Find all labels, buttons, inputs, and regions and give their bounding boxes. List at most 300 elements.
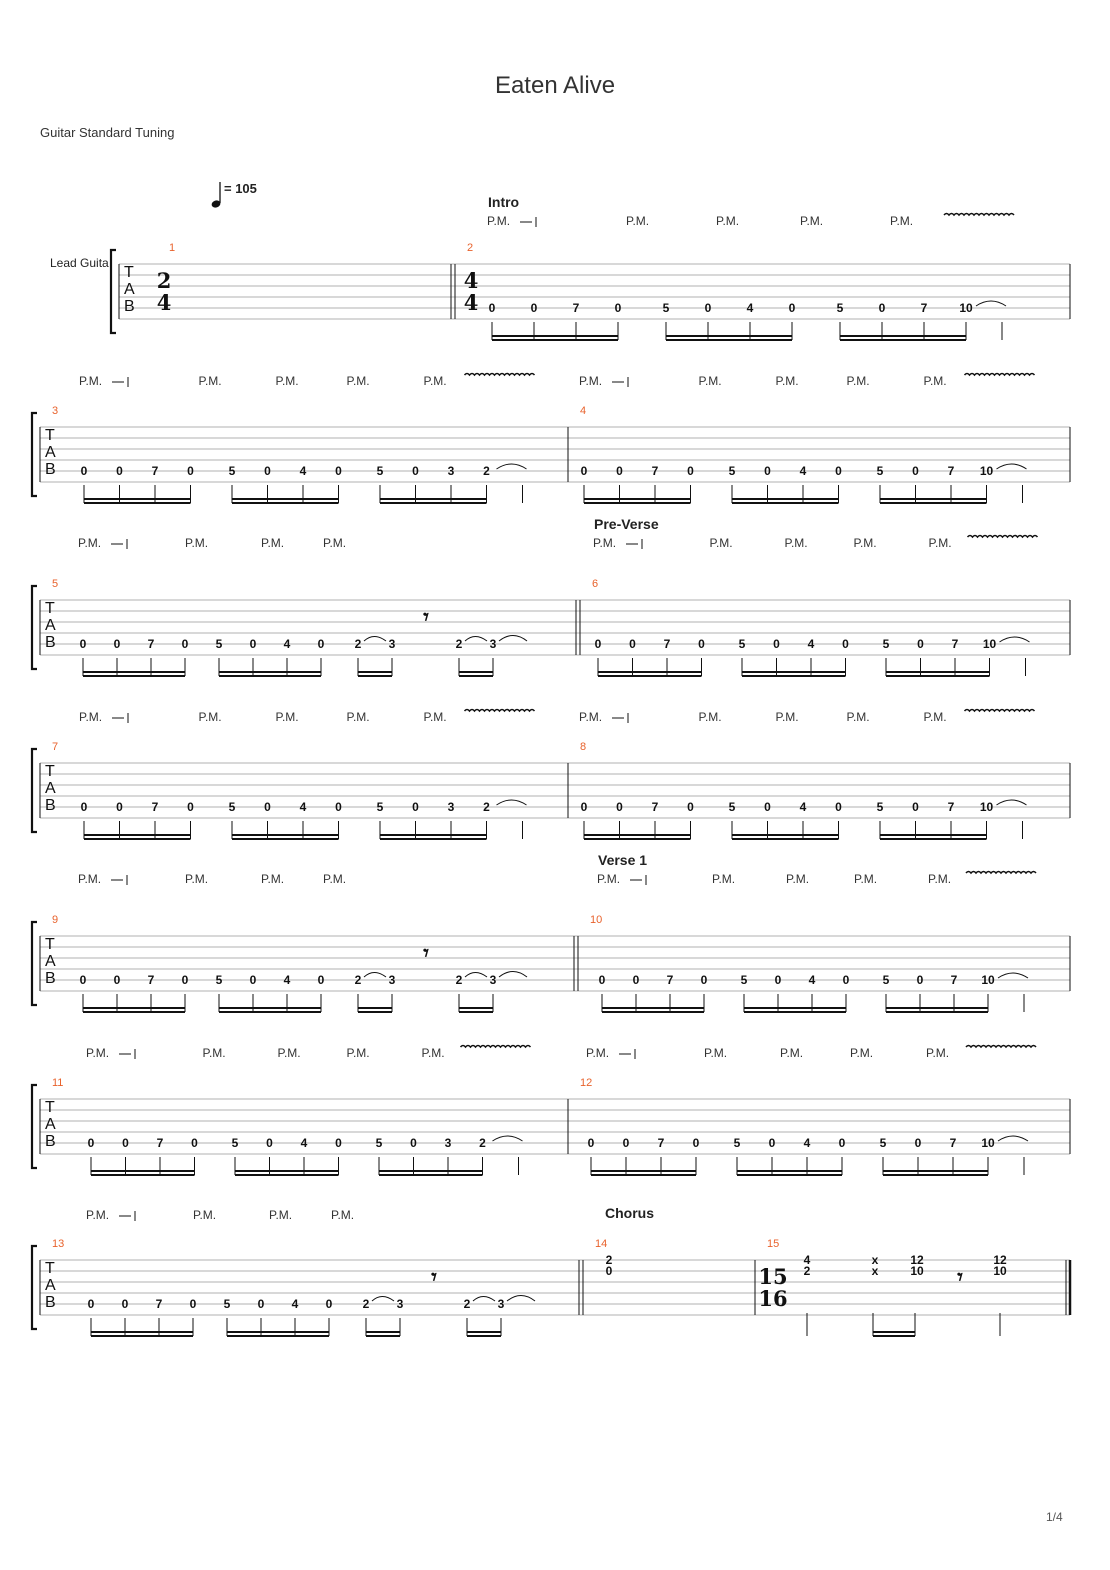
fret-number: 5 bbox=[662, 301, 670, 315]
fret-number: 0 bbox=[764, 464, 771, 478]
fret-number: 3 bbox=[489, 637, 497, 651]
palm-mute-marking: P.M. bbox=[850, 1046, 874, 1060]
fret-number: 7 bbox=[951, 637, 959, 651]
fret-number: 4 bbox=[283, 973, 291, 987]
fret-number: 4 bbox=[283, 637, 291, 651]
fret-number: 12 bbox=[910, 1253, 924, 1267]
palm-mute-marking: P.M. bbox=[79, 710, 103, 724]
palm-mute-marking: P.M. bbox=[890, 214, 914, 228]
palm-mute-marking: P.M. bbox=[261, 872, 285, 886]
measure-number: 14 bbox=[595, 1238, 608, 1250]
fret-number: 10 bbox=[979, 800, 994, 814]
fret-number: 2 bbox=[803, 1264, 811, 1278]
fret-number: 2 bbox=[455, 637, 463, 651]
fret-number: 2 bbox=[354, 973, 362, 987]
section-label: Chorus bbox=[605, 1205, 654, 1221]
tie-arc bbox=[497, 800, 527, 805]
fret-number: 5 bbox=[223, 1297, 231, 1311]
fret-number: 0 bbox=[116, 464, 123, 478]
eighth-rest: 𝄾 bbox=[423, 604, 429, 629]
measure-number: 8 bbox=[580, 741, 587, 753]
measure-number: 10 bbox=[590, 914, 603, 926]
fret-number: 2 bbox=[483, 800, 490, 814]
fret-number: 0 bbox=[917, 637, 924, 651]
tab-clef-t: T bbox=[45, 763, 55, 780]
section-label: Pre-Verse bbox=[594, 516, 659, 532]
tie-arc bbox=[507, 1296, 535, 1302]
fret-number: 0 bbox=[605, 1264, 613, 1278]
fret-number: 4 bbox=[803, 1136, 811, 1150]
tab-clef-a: A bbox=[45, 1116, 56, 1133]
fret-number: 5 bbox=[738, 637, 746, 651]
vibrato-marking bbox=[966, 1046, 1036, 1048]
palm-mute-marking: P.M. bbox=[586, 1046, 610, 1060]
fret-number: 5 bbox=[376, 464, 384, 478]
fret-number: 4 bbox=[803, 1253, 811, 1267]
measure-number: 7 bbox=[52, 741, 59, 753]
fret-number: 3 bbox=[489, 973, 497, 987]
palm-mute-marking: P.M. bbox=[193, 1208, 217, 1222]
fret-number: 5 bbox=[728, 464, 736, 478]
tab-clef-b: B bbox=[45, 797, 56, 814]
tab-clef-b: B bbox=[45, 970, 56, 987]
fret-number: 0 bbox=[614, 301, 622, 315]
palm-mute-marking: P.M. bbox=[716, 214, 740, 228]
fret-number: 0 bbox=[79, 637, 87, 651]
fret-number: 0 bbox=[768, 1136, 776, 1150]
track-name: Lead Guita bbox=[50, 256, 109, 270]
palm-mute-marking: P.M. bbox=[923, 374, 947, 388]
tie-arc bbox=[473, 1297, 495, 1302]
palm-mute-marking: P.M. bbox=[928, 872, 952, 886]
palm-mute-marking: P.M. bbox=[346, 1046, 370, 1060]
fret-number: 0 bbox=[580, 800, 588, 814]
fret-number: 7 bbox=[947, 800, 955, 814]
palm-mute-marking: P.M. bbox=[323, 536, 347, 550]
tie-arc bbox=[465, 973, 487, 978]
fret-number: 0 bbox=[598, 973, 606, 987]
fret-number: 5 bbox=[728, 800, 736, 814]
fret-number: 4 bbox=[807, 637, 815, 651]
tie-arc bbox=[998, 1136, 1028, 1141]
tie-arc bbox=[998, 973, 1028, 978]
tab-clef-a: A bbox=[45, 617, 56, 634]
tie-arc bbox=[372, 1297, 394, 1302]
page-title: Eaten Alive bbox=[494, 72, 616, 99]
tie-arc bbox=[997, 800, 1027, 805]
fret-number: 0 bbox=[87, 1136, 95, 1150]
dead-note: x bbox=[871, 1253, 879, 1267]
sixteenth-rest: 𝄾 bbox=[957, 1264, 963, 1289]
fret-number: 0 bbox=[838, 1136, 846, 1150]
palm-mute-marking: P.M. bbox=[487, 214, 511, 228]
palm-mute-marking: P.M. bbox=[846, 710, 870, 724]
palm-mute-marking: P.M. bbox=[346, 710, 370, 724]
fret-number: 0 bbox=[698, 637, 705, 651]
fret-number: 0 bbox=[264, 800, 271, 814]
fret-number: 0 bbox=[914, 1136, 922, 1150]
fret-number: 5 bbox=[215, 973, 223, 987]
tempo-marking: = 105 bbox=[224, 181, 257, 196]
fret-number: 5 bbox=[882, 973, 890, 987]
palm-mute-marking: P.M. bbox=[800, 214, 824, 228]
fret-number: 0 bbox=[264, 464, 271, 478]
fret-number: 5 bbox=[879, 1136, 887, 1150]
fret-number: 0 bbox=[764, 800, 771, 814]
palm-mute-marking: P.M. bbox=[269, 1208, 293, 1222]
palm-mute-marking: P.M. bbox=[277, 1046, 301, 1060]
palm-mute-marking: P.M. bbox=[709, 536, 733, 550]
system-bracket bbox=[32, 1085, 37, 1168]
time-signature-numerator: 2 bbox=[156, 268, 172, 293]
vibrato-marking bbox=[968, 536, 1038, 538]
fret-number: 3 bbox=[447, 800, 455, 814]
fret-number: 0 bbox=[842, 637, 849, 651]
fret-number: 0 bbox=[412, 800, 419, 814]
fret-number: 0 bbox=[700, 973, 708, 987]
palm-mute-marking: P.M. bbox=[579, 374, 603, 388]
fret-number: 4 bbox=[299, 800, 307, 814]
fret-number: 7 bbox=[651, 800, 659, 814]
fret-number: 0 bbox=[121, 1297, 129, 1311]
fret-number: 4 bbox=[300, 1136, 308, 1150]
fret-number: 0 bbox=[113, 973, 121, 987]
fret-number: 2 bbox=[605, 1253, 613, 1267]
fret-number: 5 bbox=[836, 301, 844, 315]
dead-note: x bbox=[871, 1264, 879, 1278]
tab-clef-t: T bbox=[45, 427, 55, 444]
tab-clef-t: T bbox=[45, 936, 55, 953]
palm-mute-marking: P.M. bbox=[626, 214, 650, 228]
fret-number: 0 bbox=[788, 301, 796, 315]
palm-mute-marking: P.M. bbox=[346, 374, 370, 388]
fret-number: 0 bbox=[622, 1136, 630, 1150]
vibrato-marking bbox=[465, 374, 535, 376]
palm-mute-marking: P.M. bbox=[423, 374, 447, 388]
fret-number: 0 bbox=[317, 973, 325, 987]
measure-number: 13 bbox=[52, 1238, 65, 1250]
fret-number: 0 bbox=[687, 464, 694, 478]
fret-number: 4 bbox=[799, 800, 807, 814]
fret-number: 3 bbox=[388, 973, 396, 987]
palm-mute-marking: P.M. bbox=[780, 1046, 804, 1060]
time-signature-denominator: 16 bbox=[758, 1286, 788, 1311]
fret-number: 0 bbox=[835, 800, 842, 814]
fret-number: 0 bbox=[773, 637, 780, 651]
fret-number: 3 bbox=[388, 637, 396, 651]
fret-number: 2 bbox=[483, 464, 490, 478]
fret-number: 3 bbox=[497, 1297, 505, 1311]
fret-number: 0 bbox=[410, 1136, 417, 1150]
fret-number: 5 bbox=[876, 800, 884, 814]
time-signature-numerator: 4 bbox=[463, 268, 479, 293]
fret-number: 7 bbox=[663, 637, 671, 651]
fret-number: 5 bbox=[228, 800, 236, 814]
palm-mute-marking: P.M. bbox=[593, 536, 617, 550]
measure-number: 12 bbox=[580, 1077, 593, 1089]
vibrato-marking bbox=[944, 214, 1014, 216]
tab-clef-b: B bbox=[124, 298, 135, 315]
tie-arc bbox=[364, 973, 386, 978]
system-bracket bbox=[32, 749, 37, 832]
fret-number: 0 bbox=[687, 800, 694, 814]
tab-clef-t: T bbox=[124, 264, 134, 281]
fret-number: 5 bbox=[876, 464, 884, 478]
fret-number: 7 bbox=[151, 464, 159, 478]
fret-number: 0 bbox=[912, 800, 919, 814]
fret-number: 0 bbox=[79, 973, 87, 987]
fret-number: 0 bbox=[181, 637, 189, 651]
palm-mute-marking: P.M. bbox=[854, 872, 878, 886]
fret-number: 10 bbox=[993, 1264, 1007, 1278]
fret-number: 5 bbox=[376, 800, 384, 814]
fret-number: 7 bbox=[949, 1136, 957, 1150]
tab-clef-t: T bbox=[45, 1260, 55, 1277]
palm-mute-marking: P.M. bbox=[423, 710, 447, 724]
measure-number: 2 bbox=[467, 242, 474, 254]
page-number: 1/4 bbox=[1046, 1510, 1063, 1524]
system-bracket bbox=[32, 1246, 37, 1329]
tab-clef-b: B bbox=[45, 461, 56, 478]
time-signature-numerator: 15 bbox=[758, 1264, 788, 1289]
fret-number: 0 bbox=[80, 464, 88, 478]
fret-number: 3 bbox=[447, 464, 455, 478]
fret-number: 0 bbox=[187, 464, 194, 478]
fret-number: 7 bbox=[147, 973, 155, 987]
fret-number: 0 bbox=[80, 800, 88, 814]
fret-number: 4 bbox=[291, 1297, 299, 1311]
fret-number: 0 bbox=[87, 1297, 95, 1311]
fret-number: 4 bbox=[808, 973, 816, 987]
tab-clef-a: A bbox=[45, 780, 56, 797]
palm-mute-marking: P.M. bbox=[784, 536, 808, 550]
fret-number: 0 bbox=[266, 1136, 273, 1150]
tie-arc bbox=[499, 972, 527, 978]
tab-clef-a: A bbox=[45, 1277, 56, 1294]
tie-arc bbox=[497, 464, 527, 469]
tab-clef-a: A bbox=[45, 444, 56, 461]
palm-mute-marking: P.M. bbox=[79, 374, 103, 388]
system-bracket bbox=[32, 922, 37, 1005]
fret-number: 0 bbox=[580, 464, 588, 478]
fret-number: 0 bbox=[916, 973, 924, 987]
vibrato-marking bbox=[965, 374, 1035, 376]
measure-number: 1 bbox=[169, 242, 176, 254]
fret-number: 5 bbox=[733, 1136, 741, 1150]
fret-number: 0 bbox=[912, 464, 919, 478]
fret-number: 0 bbox=[257, 1297, 265, 1311]
palm-mute-marking: P.M. bbox=[421, 1046, 445, 1060]
fret-number: 0 bbox=[249, 637, 257, 651]
palm-mute-marking: P.M. bbox=[323, 872, 347, 886]
palm-mute-marking: P.M. bbox=[185, 872, 209, 886]
tie-arc bbox=[493, 1136, 523, 1141]
vibrato-marking bbox=[461, 1046, 531, 1048]
fret-number: 0 bbox=[335, 800, 342, 814]
fret-number: 0 bbox=[335, 464, 342, 478]
fret-number: 10 bbox=[981, 1136, 995, 1150]
fret-number: 2 bbox=[354, 637, 362, 651]
fret-number: 0 bbox=[113, 637, 121, 651]
system-bracket bbox=[32, 413, 37, 496]
palm-mute-marking: P.M. bbox=[704, 1046, 728, 1060]
palm-mute-marking: P.M. bbox=[775, 710, 799, 724]
fret-number: 2 bbox=[362, 1297, 370, 1311]
palm-mute-marking: P.M. bbox=[775, 374, 799, 388]
vibrato-marking bbox=[465, 710, 535, 712]
palm-mute-marking: P.M. bbox=[331, 1208, 355, 1222]
fret-number: 10 bbox=[959, 301, 973, 315]
fret-number: 7 bbox=[572, 301, 580, 315]
fret-number: 7 bbox=[920, 301, 928, 315]
fret-number: 0 bbox=[335, 1136, 342, 1150]
fret-number: 0 bbox=[587, 1136, 595, 1150]
fret-number: 0 bbox=[632, 973, 640, 987]
palm-mute-marking: P.M. bbox=[78, 872, 102, 886]
fret-number: 3 bbox=[444, 1136, 452, 1150]
time-signature-denominator: 4 bbox=[463, 290, 479, 315]
fret-number: 2 bbox=[479, 1136, 486, 1150]
fret-number: 5 bbox=[228, 464, 236, 478]
palm-mute-marking: P.M. bbox=[698, 710, 722, 724]
palm-mute-marking: P.M. bbox=[86, 1208, 110, 1222]
measure-number: 6 bbox=[592, 578, 599, 590]
palm-mute-marking: P.M. bbox=[86, 1046, 110, 1060]
palm-mute-marking: P.M. bbox=[853, 536, 877, 550]
palm-mute-marking: P.M. bbox=[198, 710, 222, 724]
fret-number: 0 bbox=[191, 1136, 198, 1150]
vibrato-marking bbox=[966, 872, 1036, 874]
fret-number: 7 bbox=[147, 637, 155, 651]
fret-number: 0 bbox=[187, 800, 194, 814]
palm-mute-marking: P.M. bbox=[597, 872, 621, 886]
measure-number: 11 bbox=[52, 1077, 64, 1089]
fret-number: 0 bbox=[842, 973, 850, 987]
fret-number: 7 bbox=[657, 1136, 665, 1150]
tie-arc bbox=[997, 464, 1027, 469]
fret-number: 5 bbox=[375, 1136, 383, 1150]
vibrato-marking bbox=[965, 710, 1035, 712]
fret-number: 0 bbox=[181, 973, 189, 987]
fret-number: 7 bbox=[155, 1297, 163, 1311]
fret-number: 12 bbox=[993, 1253, 1007, 1267]
fret-number: 0 bbox=[692, 1136, 700, 1150]
fret-number: 5 bbox=[740, 973, 748, 987]
tie-arc bbox=[499, 636, 527, 642]
palm-mute-marking: P.M. bbox=[275, 710, 299, 724]
palm-mute-marking: P.M. bbox=[185, 536, 209, 550]
fret-number: 10 bbox=[982, 637, 997, 651]
section-label: Verse 1 bbox=[598, 852, 648, 868]
fret-number: 5 bbox=[231, 1136, 239, 1150]
palm-mute-marking: P.M. bbox=[923, 710, 947, 724]
tie-arc bbox=[976, 301, 1006, 306]
measure-number: 9 bbox=[52, 914, 59, 926]
tab-clef-b: B bbox=[45, 1133, 56, 1150]
fret-number: 0 bbox=[704, 301, 712, 315]
fret-number: 0 bbox=[835, 464, 842, 478]
fret-number: 0 bbox=[317, 637, 325, 651]
fret-number: 3 bbox=[396, 1297, 404, 1311]
palm-mute-marking: P.M. bbox=[712, 872, 736, 886]
fret-number: 0 bbox=[616, 800, 623, 814]
fret-number: 7 bbox=[151, 800, 159, 814]
palm-mute-marking: P.M. bbox=[275, 374, 299, 388]
tab-clef-t: T bbox=[45, 1099, 55, 1116]
palm-mute-marking: P.M. bbox=[198, 374, 222, 388]
palm-mute-marking: P.M. bbox=[928, 536, 952, 550]
fret-number: 10 bbox=[981, 973, 995, 987]
palm-mute-marking: P.M. bbox=[202, 1046, 226, 1060]
tie-arc bbox=[465, 637, 487, 642]
fret-number: 0 bbox=[774, 973, 782, 987]
tie-arc bbox=[1000, 637, 1030, 642]
fret-number: 7 bbox=[947, 464, 955, 478]
system-bracket bbox=[111, 250, 116, 333]
fret-number: 0 bbox=[878, 301, 886, 315]
fret-number: 4 bbox=[799, 464, 807, 478]
fret-number: 0 bbox=[189, 1297, 197, 1311]
system-bracket bbox=[32, 586, 37, 669]
eighth-rest: 𝄾 bbox=[423, 940, 429, 965]
tab-clef-b: B bbox=[45, 634, 56, 651]
tab-clef-t: T bbox=[45, 600, 55, 617]
fret-number: 5 bbox=[882, 637, 890, 651]
fret-number: 7 bbox=[156, 1136, 164, 1150]
fret-number: 10 bbox=[979, 464, 994, 478]
section-label: Intro bbox=[488, 194, 520, 210]
palm-mute-marking: P.M. bbox=[78, 536, 102, 550]
measure-number: 3 bbox=[52, 405, 59, 417]
palm-mute-marking: P.M. bbox=[698, 374, 722, 388]
palm-mute-marking: P.M. bbox=[786, 872, 810, 886]
fret-number: 4 bbox=[299, 464, 307, 478]
fret-number: 2 bbox=[455, 973, 463, 987]
fret-number: 0 bbox=[325, 1297, 333, 1311]
fret-number: 0 bbox=[530, 301, 538, 315]
measure-number: 15 bbox=[767, 1238, 780, 1250]
fret-number: 0 bbox=[122, 1136, 129, 1150]
fret-number: 0 bbox=[616, 464, 623, 478]
fret-number: 0 bbox=[594, 637, 602, 651]
tie-arc bbox=[364, 637, 386, 642]
palm-mute-marking: P.M. bbox=[261, 536, 285, 550]
fret-number: 7 bbox=[950, 973, 958, 987]
fret-number: 4 bbox=[746, 301, 754, 315]
palm-mute-marking: P.M. bbox=[926, 1046, 950, 1060]
tab-clef-b: B bbox=[45, 1294, 56, 1311]
tuning-label: Guitar Standard Tuning bbox=[40, 125, 175, 140]
tab-clef-a: A bbox=[45, 953, 56, 970]
time-signature-denominator: 4 bbox=[156, 290, 172, 315]
fret-number: 5 bbox=[215, 637, 223, 651]
fret-number: 0 bbox=[488, 301, 496, 315]
tab-clef-a: A bbox=[124, 281, 135, 298]
fret-number: 2 bbox=[463, 1297, 471, 1311]
fret-number: 7 bbox=[666, 973, 674, 987]
measure-number: 4 bbox=[580, 405, 587, 417]
measure-number: 5 bbox=[52, 578, 59, 590]
palm-mute-marking: P.M. bbox=[846, 374, 870, 388]
fret-number: 7 bbox=[651, 464, 659, 478]
fret-number: 0 bbox=[629, 637, 636, 651]
eighth-rest: 𝄾 bbox=[431, 1264, 437, 1289]
fret-number: 10 bbox=[910, 1264, 924, 1278]
fret-number: 0 bbox=[116, 800, 123, 814]
palm-mute-marking: P.M. bbox=[579, 710, 603, 724]
fret-number: 0 bbox=[412, 464, 419, 478]
fret-number: 0 bbox=[249, 973, 257, 987]
